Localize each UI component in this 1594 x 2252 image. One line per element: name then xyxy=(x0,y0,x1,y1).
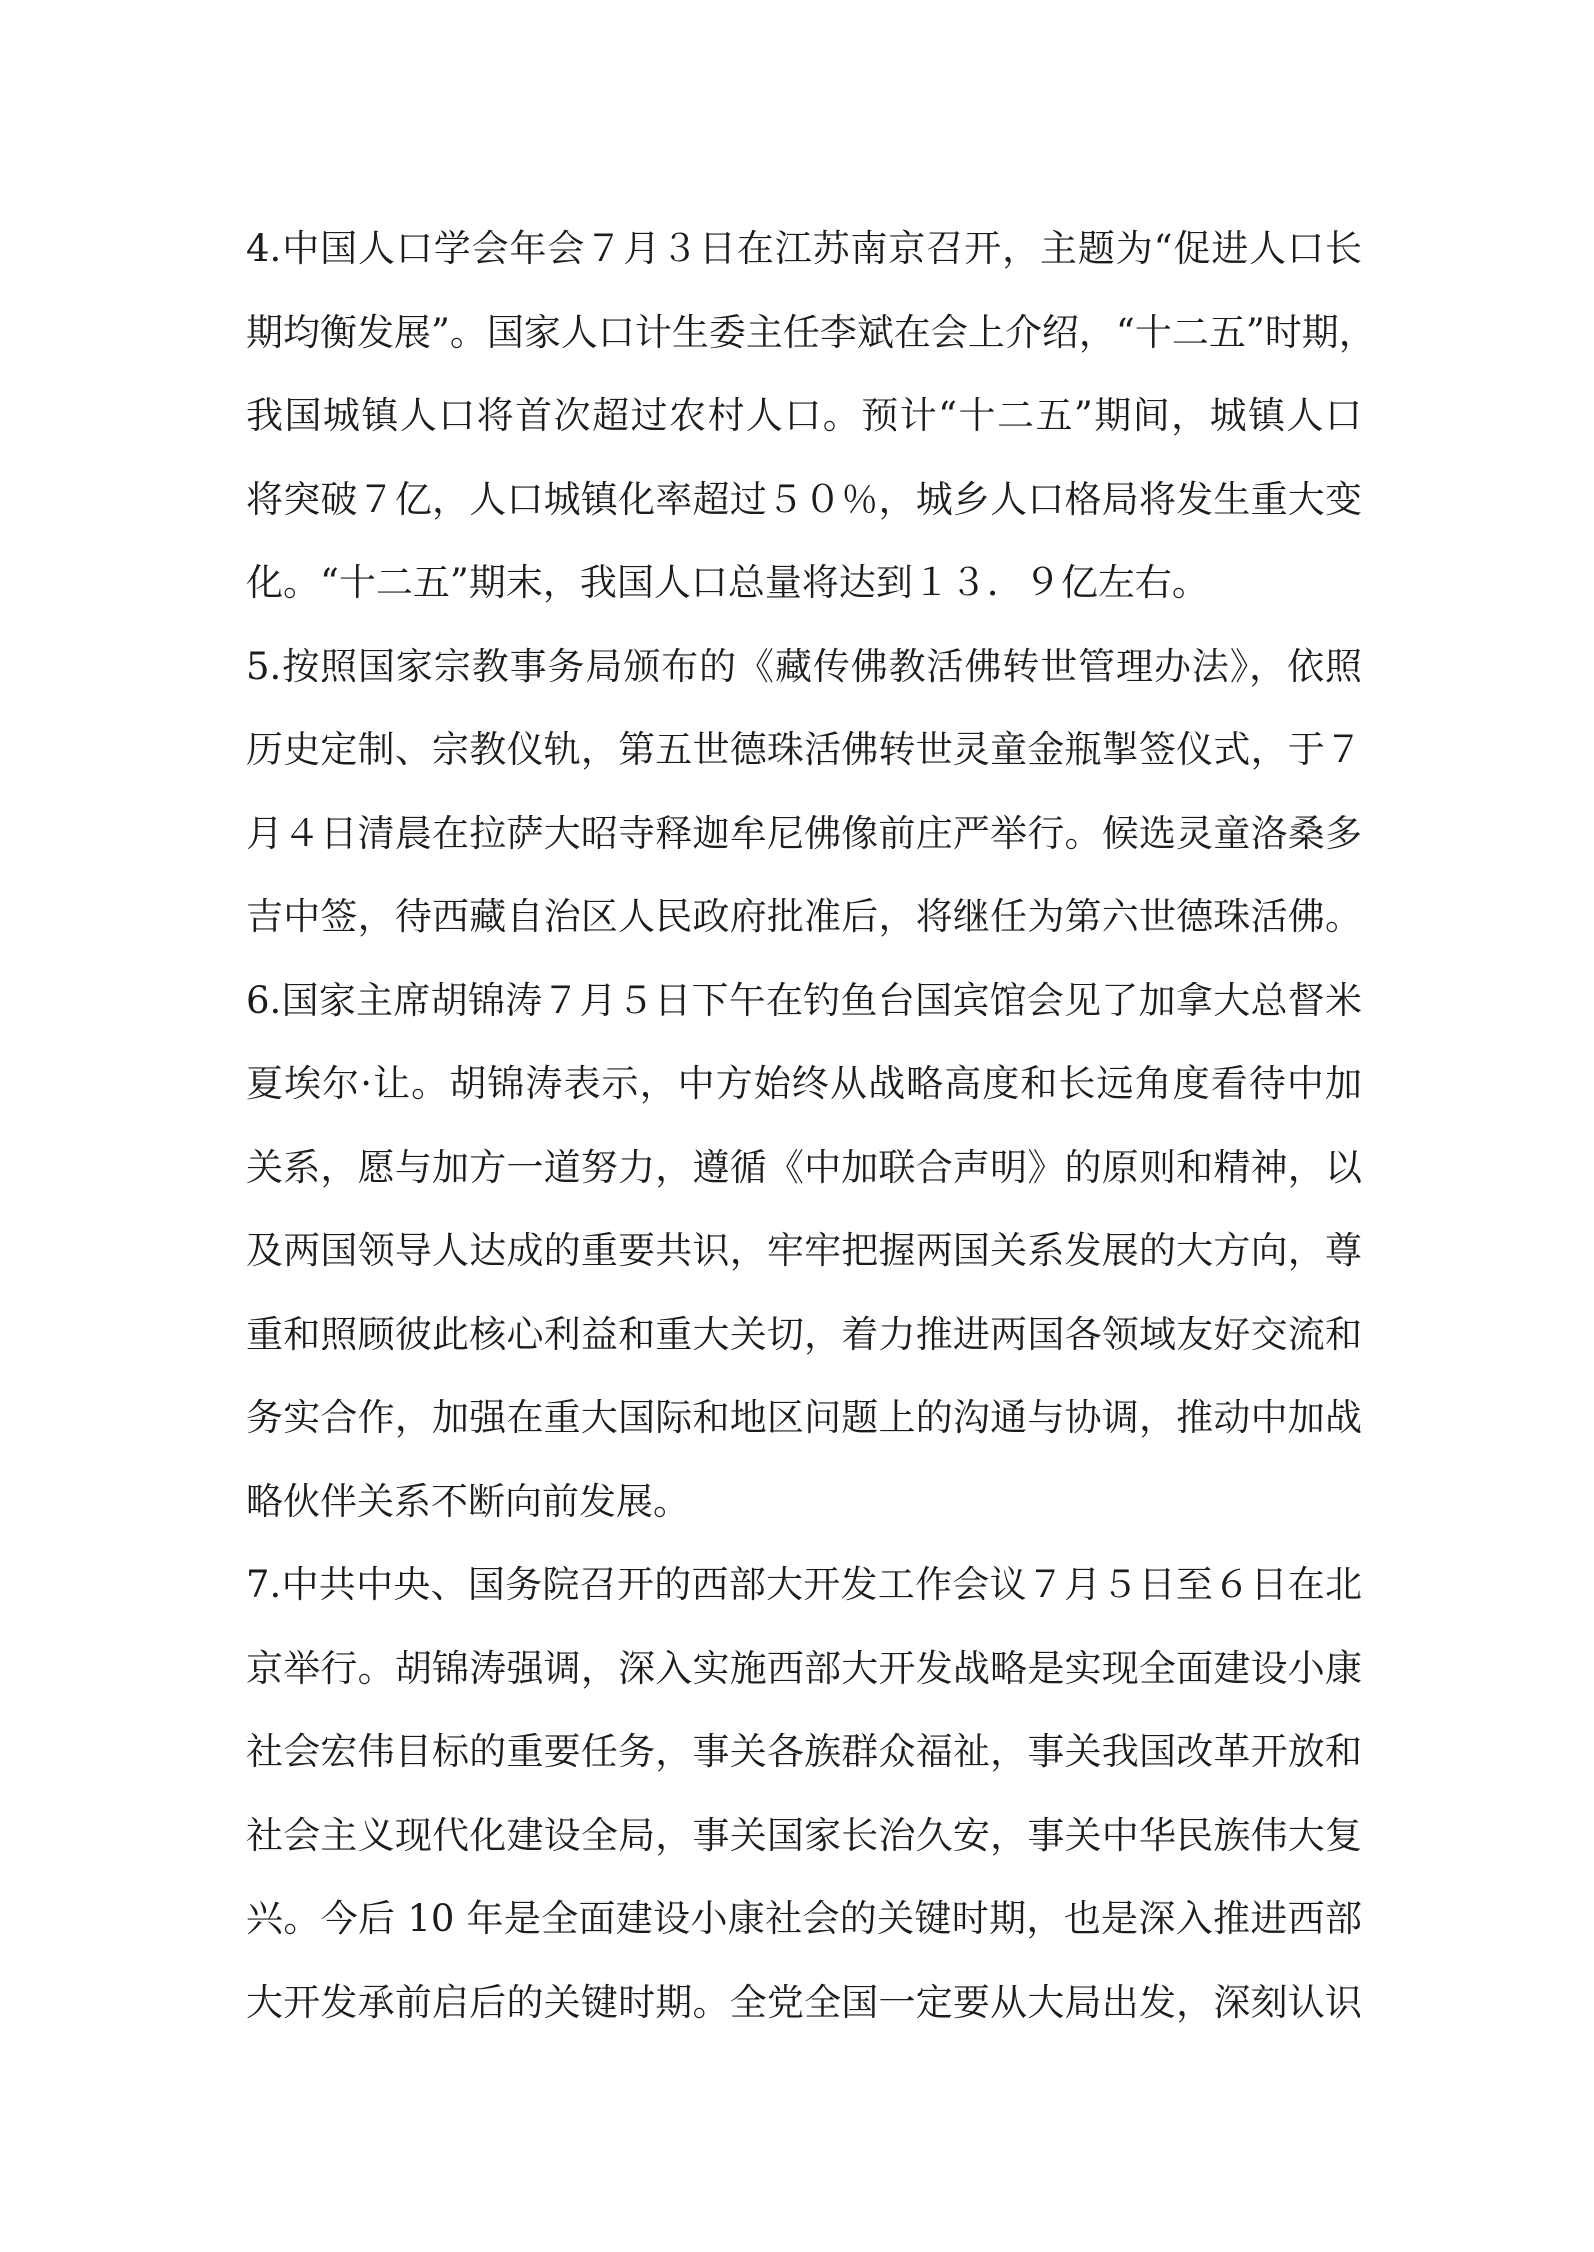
text-line: 大开发承前启后的关键时期。全党全国一定要从大局出发，深刻认识 xyxy=(246,1980,1362,2024)
text-line: 我国城镇人口将首次超过农村人口。预计“十二五”期间，城镇人口 xyxy=(246,394,1362,437)
text-line: 兴。今后 10 年是全面建设小康社会的关键时期，也是深入推进西部 xyxy=(246,1897,1362,1940)
text-line: 京举行。胡锦涛强调，深入实施西部大开发战略是实现全面建设小康 xyxy=(246,1646,1362,1690)
text-line: 期均衡发展”。国家人口计生委主任李斌在会上介绍，“十二五”时期， xyxy=(246,310,1376,354)
text-line: 6.国家主席胡锦涛７月５日下午在钓鱼台国宾馆会见了加拿大总督米 xyxy=(246,978,1362,1022)
text-line: 关系，愿与加方一道努力，遵循《中加联合声明》的原则和精神，以 xyxy=(246,1145,1362,1189)
text-line: 社会宏伟目标的重要任务，事关各族群众福祉，事关我国改革开放和 xyxy=(246,1730,1362,1773)
text-line: 5.按照国家宗教事务局颁布的《藏传佛教活佛转世管理办法》，依照 xyxy=(246,644,1362,688)
text-line: 务实合作，加强在重大国际和地区问题上的沟通与协调，推动中加战 xyxy=(246,1396,1362,1439)
text-line: 月４日清晨在拉萨大昭寺释迦牟尼佛像前庄严举行。候选灵童洛桑多 xyxy=(246,811,1362,855)
text-line: 略伙伴关系不断向前发展。 xyxy=(246,1479,690,1523)
paragraph-item-6 xyxy=(246,959,1362,1544)
text-line: 夏埃尔·让。胡锦涛表示，中方始终从战略高度和长远角度看待中加 xyxy=(246,1062,1362,1105)
text-line: 7.中共中央、国务院召开的西部大开发工作会议７月５日至６日在北 xyxy=(246,1563,1362,1606)
text-line: 将突破７亿，人口城镇化率超过５０％，城乡人口格局将发生重大变 xyxy=(246,477,1362,521)
text-line: 化。“十二五”期末，我国人口总量将达到１３．９亿左右。 xyxy=(246,561,1209,604)
text-line: 吉中签，待西藏自治区人民政府批准后，将继任为第六世德珠活佛。 xyxy=(246,895,1362,938)
paragraph-item-4 xyxy=(246,207,1376,625)
document-body xyxy=(246,207,1376,2044)
paragraph-item-5 xyxy=(246,625,1362,959)
text-line: 4.中国人口学会年会７月３日在江苏南京召开，主题为“促进人口长 xyxy=(246,227,1362,270)
text-line: 重和照顾彼此核心利益和重大关切，着力推进两国各领域友好交流和 xyxy=(246,1312,1362,1356)
text-line: 社会主义现代化建设全局，事关国家长治久安，事关中华民族伟大复 xyxy=(246,1813,1362,1857)
text-line: 及两国领导人达成的重要共识，牢牢把握两国关系发展的大方向，尊 xyxy=(246,1229,1362,1272)
text-line: 历史定制、宗教仪轨，第五世德珠活佛转世灵童金瓶掣签仪式，于７ xyxy=(246,728,1362,771)
paragraph-item-7 xyxy=(246,1543,1362,2044)
